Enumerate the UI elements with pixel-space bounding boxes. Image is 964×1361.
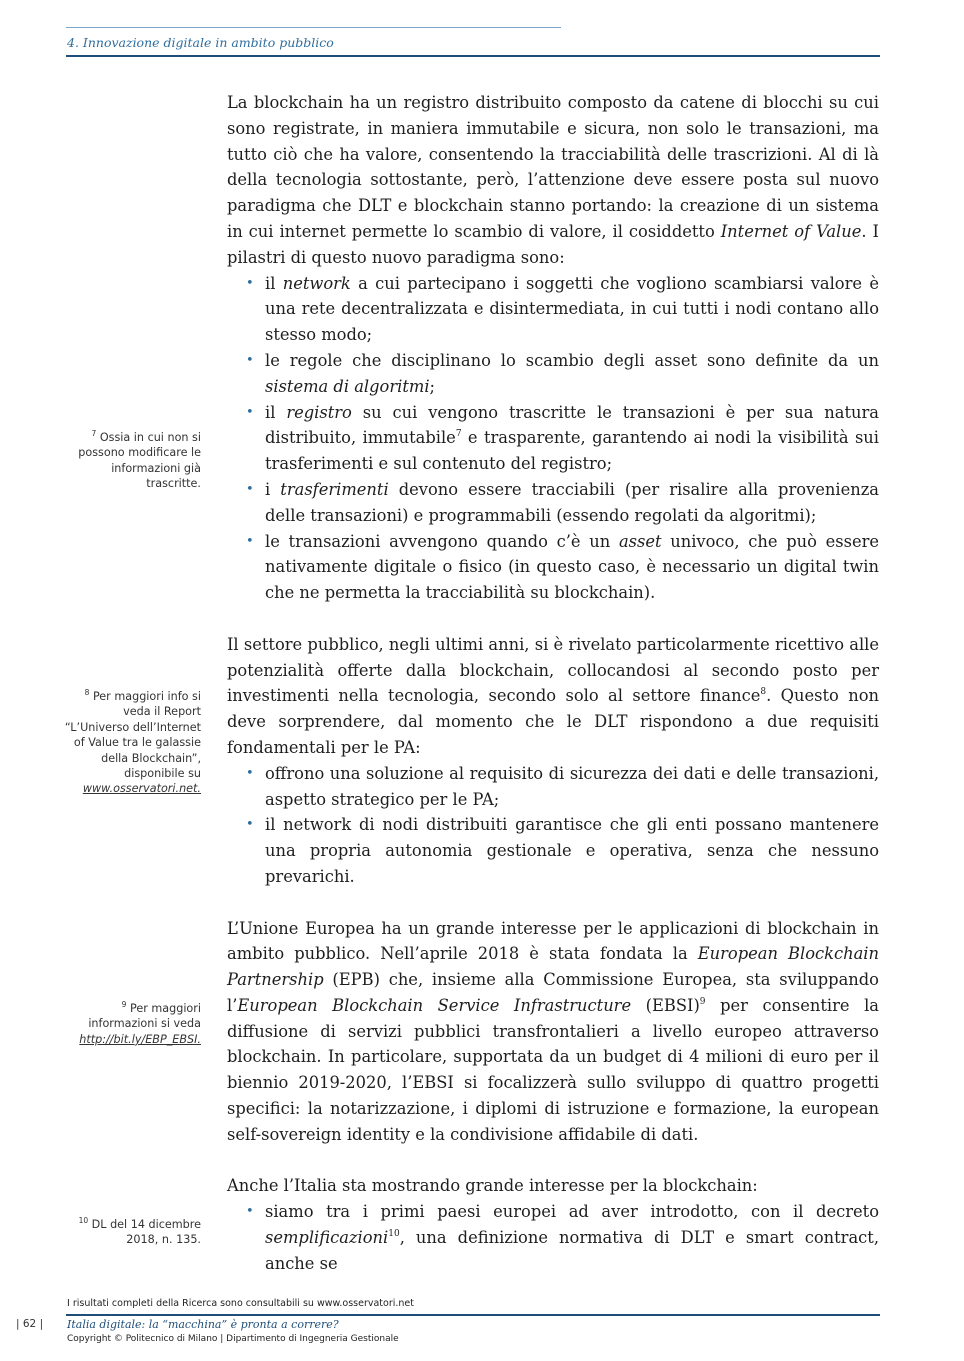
list-item: • siamo tra i primi paesi europei ad aver introdotto, con il decreto semplificazioni$^{10}$, una definizione normativa di DLT e smart contract, anche se [227, 1199, 879, 1276]
paragraph: Il settore pubblico, negli ultimi anni, si è rivelato particolarmente ricettivo alle potenzialità offerte dalla blockchain, collocandosi al secondo posto per investimenti nella tecnologia, secondo solo al settore finance$^8$. Questo non deve sorprendere, dal momento che le DLT rispondono a due requisiti fondamentali per le PA: [227, 634, 880, 757]
footnote-ref: 9 [699, 996, 706, 1007]
bullet-list [227, 761, 879, 890]
paragraph: L’Unione Europea ha un grande interesse per le applicazioni di blockchain in ambito pubblico. Nell’aprile 2018 è stata fondata la European Blockchain Partnership (EPB) che, insieme alla Commissione Europea, sta sviluppando l’European Blockchain Service Infrastructure (EBSI)$^9$ per consentire la diffusione di servizi pubblici transfrontalieri a livello europeo attraverso blockchain. In particolare, supportata da un budget di 4 milioni di euro per il biennio 2019-2020, l’EBSI si focalizzerà sullo sviluppo di quattro progetti specifici: la notarizzazione, i diplomi di istruzione e formazione, la european self-sovereign identity e la condivisione affidabile di dati. [227, 918, 880, 1144]
report-title: Italia digitale: la “macchina” è pronta a correre? [67, 1318, 339, 1331]
bullet-icon: • [246, 352, 254, 368]
page-number: | 62 | [16, 1318, 44, 1330]
bullet-icon: • [246, 404, 254, 420]
sidenote-9: $^9$ Per maggiori informazioni si veda http://bit.ly/EBP_EBSI. [79, 1000, 201, 1046]
footer-note: I risultati completi della Ricerca sono consultabili su www.osservatori.net [67, 1298, 415, 1309]
bullet-icon: • [246, 275, 254, 291]
footnote-ref: 8 [760, 687, 767, 698]
list-item: • le regole che disciplinano lo scambio degli asset sono definite da un sistema di algoritmi; [227, 348, 879, 400]
list-item: • il registro su cui vengono trascritte le transazioni è per sua natura distribuito, immutabile$^7$ e trasparente, garantendo ai nodi la visibilità sui trasferimenti e sul contenuto del registro; [227, 400, 879, 477]
footer-rule [66, 1314, 880, 1316]
footnote-ref: 7 [455, 429, 462, 440]
bullet-icon: • [246, 817, 254, 833]
list-item: • le transazioni avvengono quando c’è un asset univoco, che può essere nativamente digitale o fisico (in questo caso, è necessario un digital twin che ne permetta la tracciabilità su blockchain). [227, 529, 879, 606]
list-item: • offrono una soluzione al requisito di sicurezza dei dati e delle transazioni, aspetto strategico per le PA; [227, 761, 879, 813]
sidenote-10: $^{10}$ DL del 14 dicembre 2018, n. 135. [78, 1216, 201, 1247]
list-item: • il network di nodi distribuiti garantisce che gli enti possano mantenere una propria autonomia gestionale e operativa, senza che nessuno prevarichi. [227, 812, 879, 889]
bullet-icon: • [246, 481, 254, 497]
bullet-icon: • [246, 533, 254, 549]
header-rule [66, 55, 880, 57]
bullet-list [227, 271, 879, 606]
sidenote-7: $^7$ Ossia in cui non si possono modificare le informazioni già trascritte. [78, 429, 201, 491]
body-text [227, 90, 879, 1277]
list-item: • i trasferimenti devono essere tracciabili (per risalire alla provenienza delle transazioni) e programmabili (essendo regolati da algoritmi); [227, 477, 879, 529]
paragraph: La blockchain ha un registro distribuito composto da catene di blocchi su cui sono registrate, in maniera immutabile e sicura, non solo le transazioni, ma tutto ciò che ha valore, consentendo la tracciabilità delle trascrizioni. Al di là della tecnologia sottostante, però, l’attenzione deve essere posta sul nuovo paradigma che DLT e blockchain stanno portando: la creazione di un sistema in cui internet permette lo scambio di valore, il cosiddetto Internet of Value. I pilastri di questo nuovo paradigma sono: [227, 93, 879, 267]
copyright: Copyright © Politecnico di Milano | Dipartimento di Ingegneria Gestionale [67, 1334, 399, 1344]
sidenote-link[interactable]: www.osservatori.net. [82, 782, 201, 796]
header-rule-top [66, 27, 561, 28]
list-item: • il network a cui partecipano i soggetti che vogliono scambiarsi valore è una rete decentralizzata e disintermediata, in cui tutti i nodi contano allo stesso modo; [227, 271, 879, 348]
footnote-ref: 10 [388, 1229, 400, 1240]
bullet-icon: • [246, 1204, 254, 1220]
bullet-list [227, 1199, 879, 1276]
sidenote-link[interactable]: http://bit.ly/EBP_EBSI. [79, 1032, 201, 1046]
chapter-title: 4. Innovazione digitale in ambito pubblico [67, 35, 334, 50]
paragraph: Anche l’Italia sta mostrando grande interesse per la blockchain: [227, 1176, 758, 1196]
bullet-icon: • [246, 765, 254, 781]
sidenote-8: $^8$ Per maggiori info si veda il Report “L’Universo dell’Internet of Value tra le galassie della Blockchain”, disponibile su www.osservatori.net. [64, 688, 201, 796]
